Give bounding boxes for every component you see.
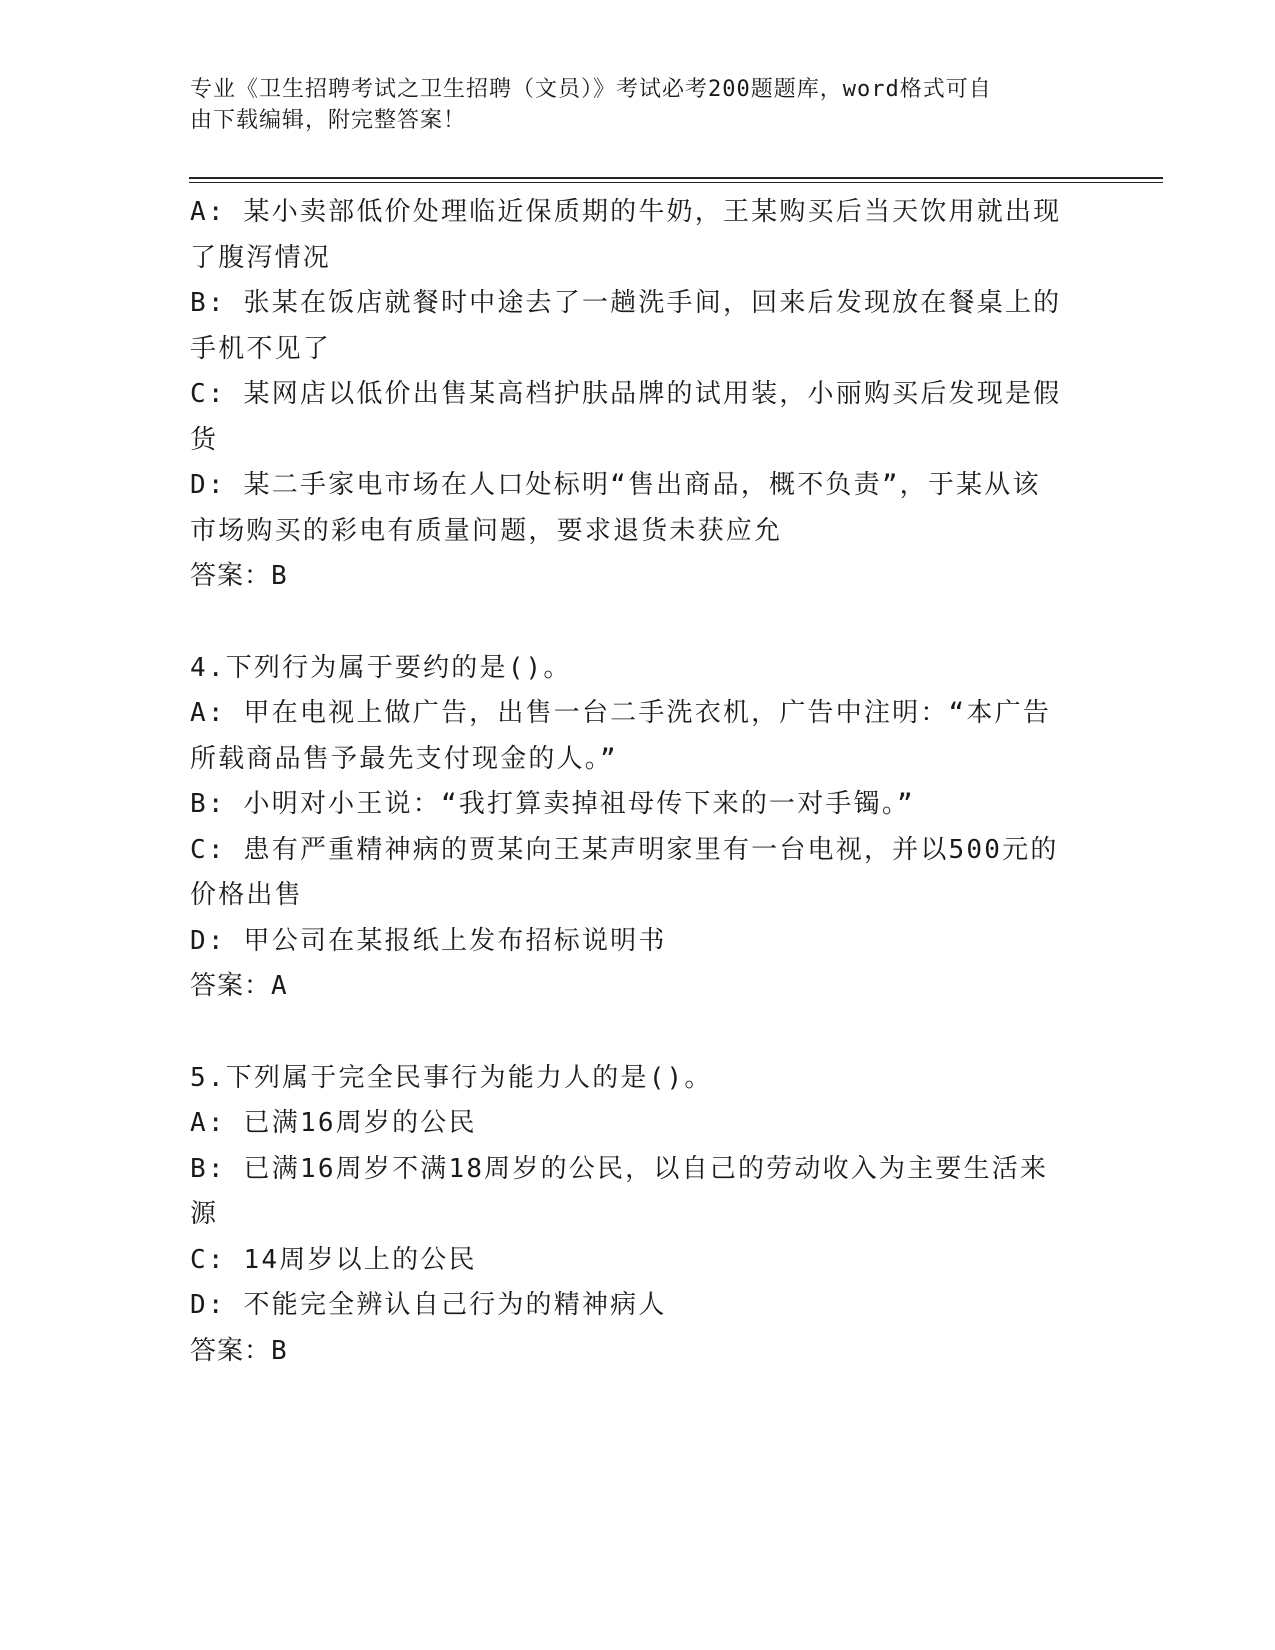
option-a-line-2: 了腹泻情况	[190, 242, 332, 273]
header-line-2: 由下载编辑，附完整答案！	[190, 108, 467, 133]
header-divider-thick	[189, 177, 1163, 179]
option-c-line-2: 货	[190, 424, 219, 455]
option-c-line-1: C: 14周岁以上的公民	[190, 1244, 477, 1275]
question-3-block	[190, 190, 1090, 600]
option-c-line-2: 价格出售	[190, 880, 303, 910]
answer-line: 答案：A	[190, 971, 288, 1001]
question-stem: 4.下列行为属于要约的是()。	[190, 652, 572, 683]
question-5-block	[190, 1056, 1090, 1375]
answer-line: 答案：B	[190, 1335, 288, 1366]
option-a-line-1: A: 已满16周岁的公民	[190, 1108, 477, 1138]
option-c-line-1: C: 某网店以低价出售某高档护肤品牌的试用装，小丽购买后发现是假	[190, 379, 1062, 409]
question-4-block	[190, 646, 1090, 1010]
option-b-line-1: B: 张某在饭店就餐时中途去了一趟洗手间，回来后发现放在餐桌上的	[190, 288, 1062, 318]
question-list	[190, 190, 1090, 1374]
option-d-line-2: 市场购买的彩电有质量问题，要求退货未获应允	[190, 515, 783, 546]
option-d-line-1: D: 某二手家电市场在人口处标明“售出商品，概不负责”，于某从该	[190, 470, 1041, 500]
option-a-line-2: 所载商品售予最先支付现金的人。”	[190, 743, 618, 774]
option-d-line-1: D: 不能完全辨认自己行为的精神病人	[190, 1290, 667, 1320]
option-a-line-1: A: 甲在电视上做广告，出售一台二手洗衣机，广告中注明：“本广告	[190, 698, 1052, 728]
answer-line: 答案：B	[190, 561, 288, 591]
option-b-line-2: 手机不见了	[190, 333, 332, 364]
spacer	[190, 1010, 1090, 1056]
option-c-line-1: C: 患有严重精神病的贾某向王某声明家里有一台电视，并以500元的	[190, 834, 1059, 865]
header-divider-thin	[189, 182, 1163, 183]
option-b-line-1: B: 小明对小王说：“我打算卖掉祖母传下来的一对手镯。”	[190, 789, 915, 819]
header-line-1: 专业《卫生招聘考试之卫生招聘（文员）》考试必考200题题库，word格式可自	[190, 77, 992, 102]
option-a-line-1: A: 某小卖部低价处理临近保质期的牛奶，王某购买后当天饮用就出现	[190, 197, 1062, 227]
question-stem: 5.下列属于完全民事行为能力人的是()。	[190, 1062, 713, 1093]
option-b-line-1: B: 已满16周岁不满18周岁的公民，以自己的劳动收入为主要生活来	[190, 1153, 1049, 1184]
option-b-line-2: 源	[190, 1199, 219, 1229]
option-d-line-1: D: 甲公司在某报纸上发布招标说明书	[190, 925, 667, 956]
spacer	[190, 600, 1090, 646]
document-header	[190, 74, 1090, 136]
